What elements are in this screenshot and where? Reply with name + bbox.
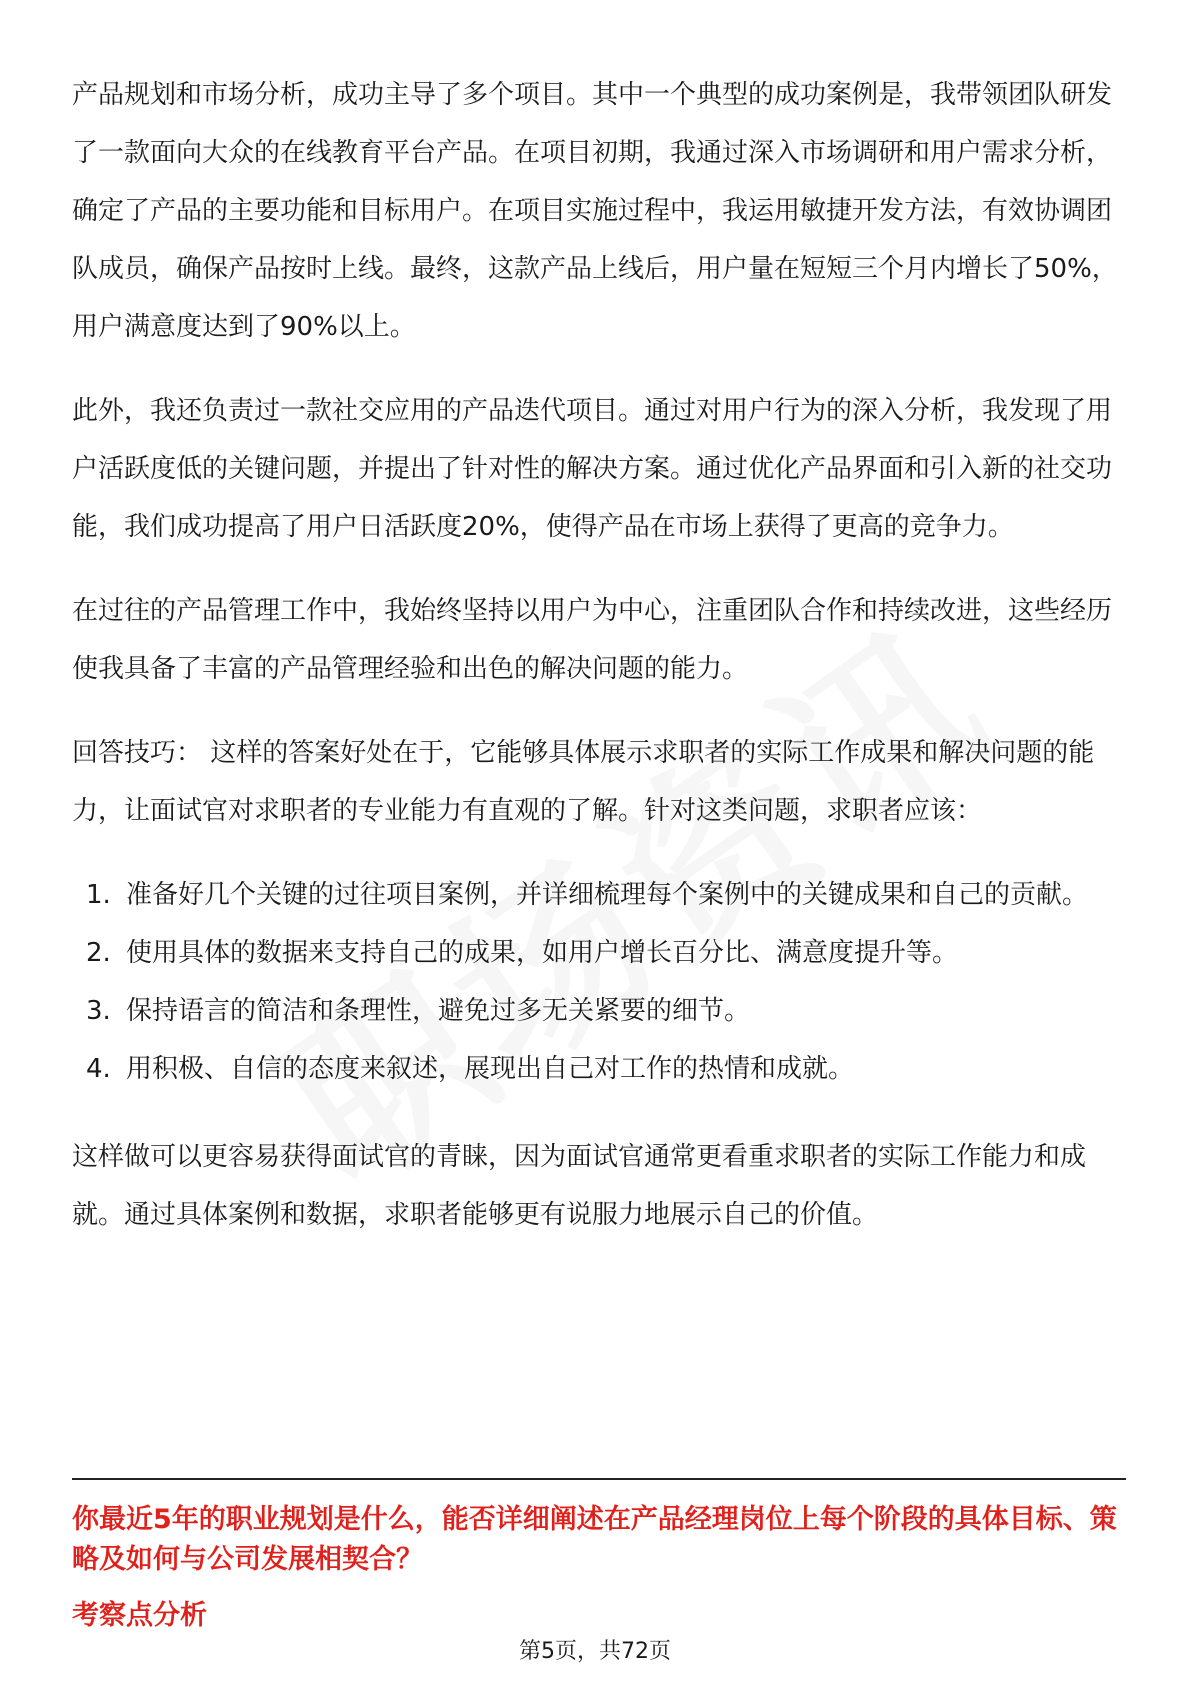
section-divider	[72, 1478, 1126, 1480]
page-content	[72, 66, 1132, 1270]
paragraph-case-social: 此外，我还负责过一款社交应用的产品迭代项目。通过对用户行为的深入分析，我发现了用户活跃度低的关键问题，并提出了针对性的解决方案。通过优化产品界面和引入新的社交功能，我们成功提高了用户日活跃度20%，使得产品在市场上获得了更高的竞争力。	[72, 396, 1113, 542]
list-item	[72, 866, 1132, 924]
paragraph-closing: 这样做可以更容易获得面试官的青睐，因为面试官通常更看重求职者的实际工作能力和成就。通过具体案例和数据，求职者能够更有说服力地展示自己的价值。	[72, 1142, 1087, 1230]
question-heading: 你最近5年的职业规划是什么，能否详细阐述在产品经理岗位上每个阶段的具体目标、策略及如何与公司发展相契合？	[72, 1504, 1117, 1575]
list-text: 使用具体的数据来支持自己的成果，如用户增长百分比、满意度提升等。	[126, 938, 959, 968]
list-number: 1.	[86, 880, 111, 910]
paragraph-case-education: 产品规划和市场分析，成功主导了多个项目。其中一个典型的成功案例是，我带领团队研发了一款面向大众的在线教育平台产品。在项目初期，我通过深入市场调研和用户需求分析，确定了产品的主要功能和目标用户。在项目实施过程中，我运用敏捷开发方法，有效协调团队成员，确保产品按时上线。最终，这款产品上线后，用户量在短短三个月内增长了50%，用户满意度达到了90%以上。	[72, 80, 1118, 342]
list-text: 保持语言的简洁和条理性，避免过多无关紧要的细节。	[126, 996, 751, 1026]
list-text: 用积极、自信的态度来叙述，展现出自己对工作的热情和成就。	[126, 1054, 855, 1084]
list-item	[72, 1040, 1132, 1098]
list-text: 准备好几个关键的过往项目案例，并详细梳理每个案例中的关键成果和自己的贡献。	[126, 880, 1089, 910]
list-number: 3.	[86, 996, 111, 1026]
list-item	[72, 924, 1132, 982]
analysis-subheading: 考察点分析	[72, 1600, 207, 1631]
page-footer: 第5页，共72页	[519, 1639, 671, 1664]
list-number: 2.	[86, 938, 111, 968]
paragraph-tips: 回答技巧： 这样的答案好处在于，它能够具体展示求职者的实际工作成果和解决问题的能力，让面试官对求职者的专业能力有直观的了解。针对这类问题，求职者应该：	[72, 738, 1095, 826]
paragraph-summary: 在过往的产品管理工作中，我始终坚持以用户为中心，注重团队合作和持续改进，这些经历使我具备了丰富的产品管理经验和出色的解决问题的能力。	[72, 596, 1113, 684]
tips-list	[72, 866, 1132, 1098]
list-number: 4.	[86, 1054, 111, 1084]
list-item	[72, 982, 1132, 1040]
